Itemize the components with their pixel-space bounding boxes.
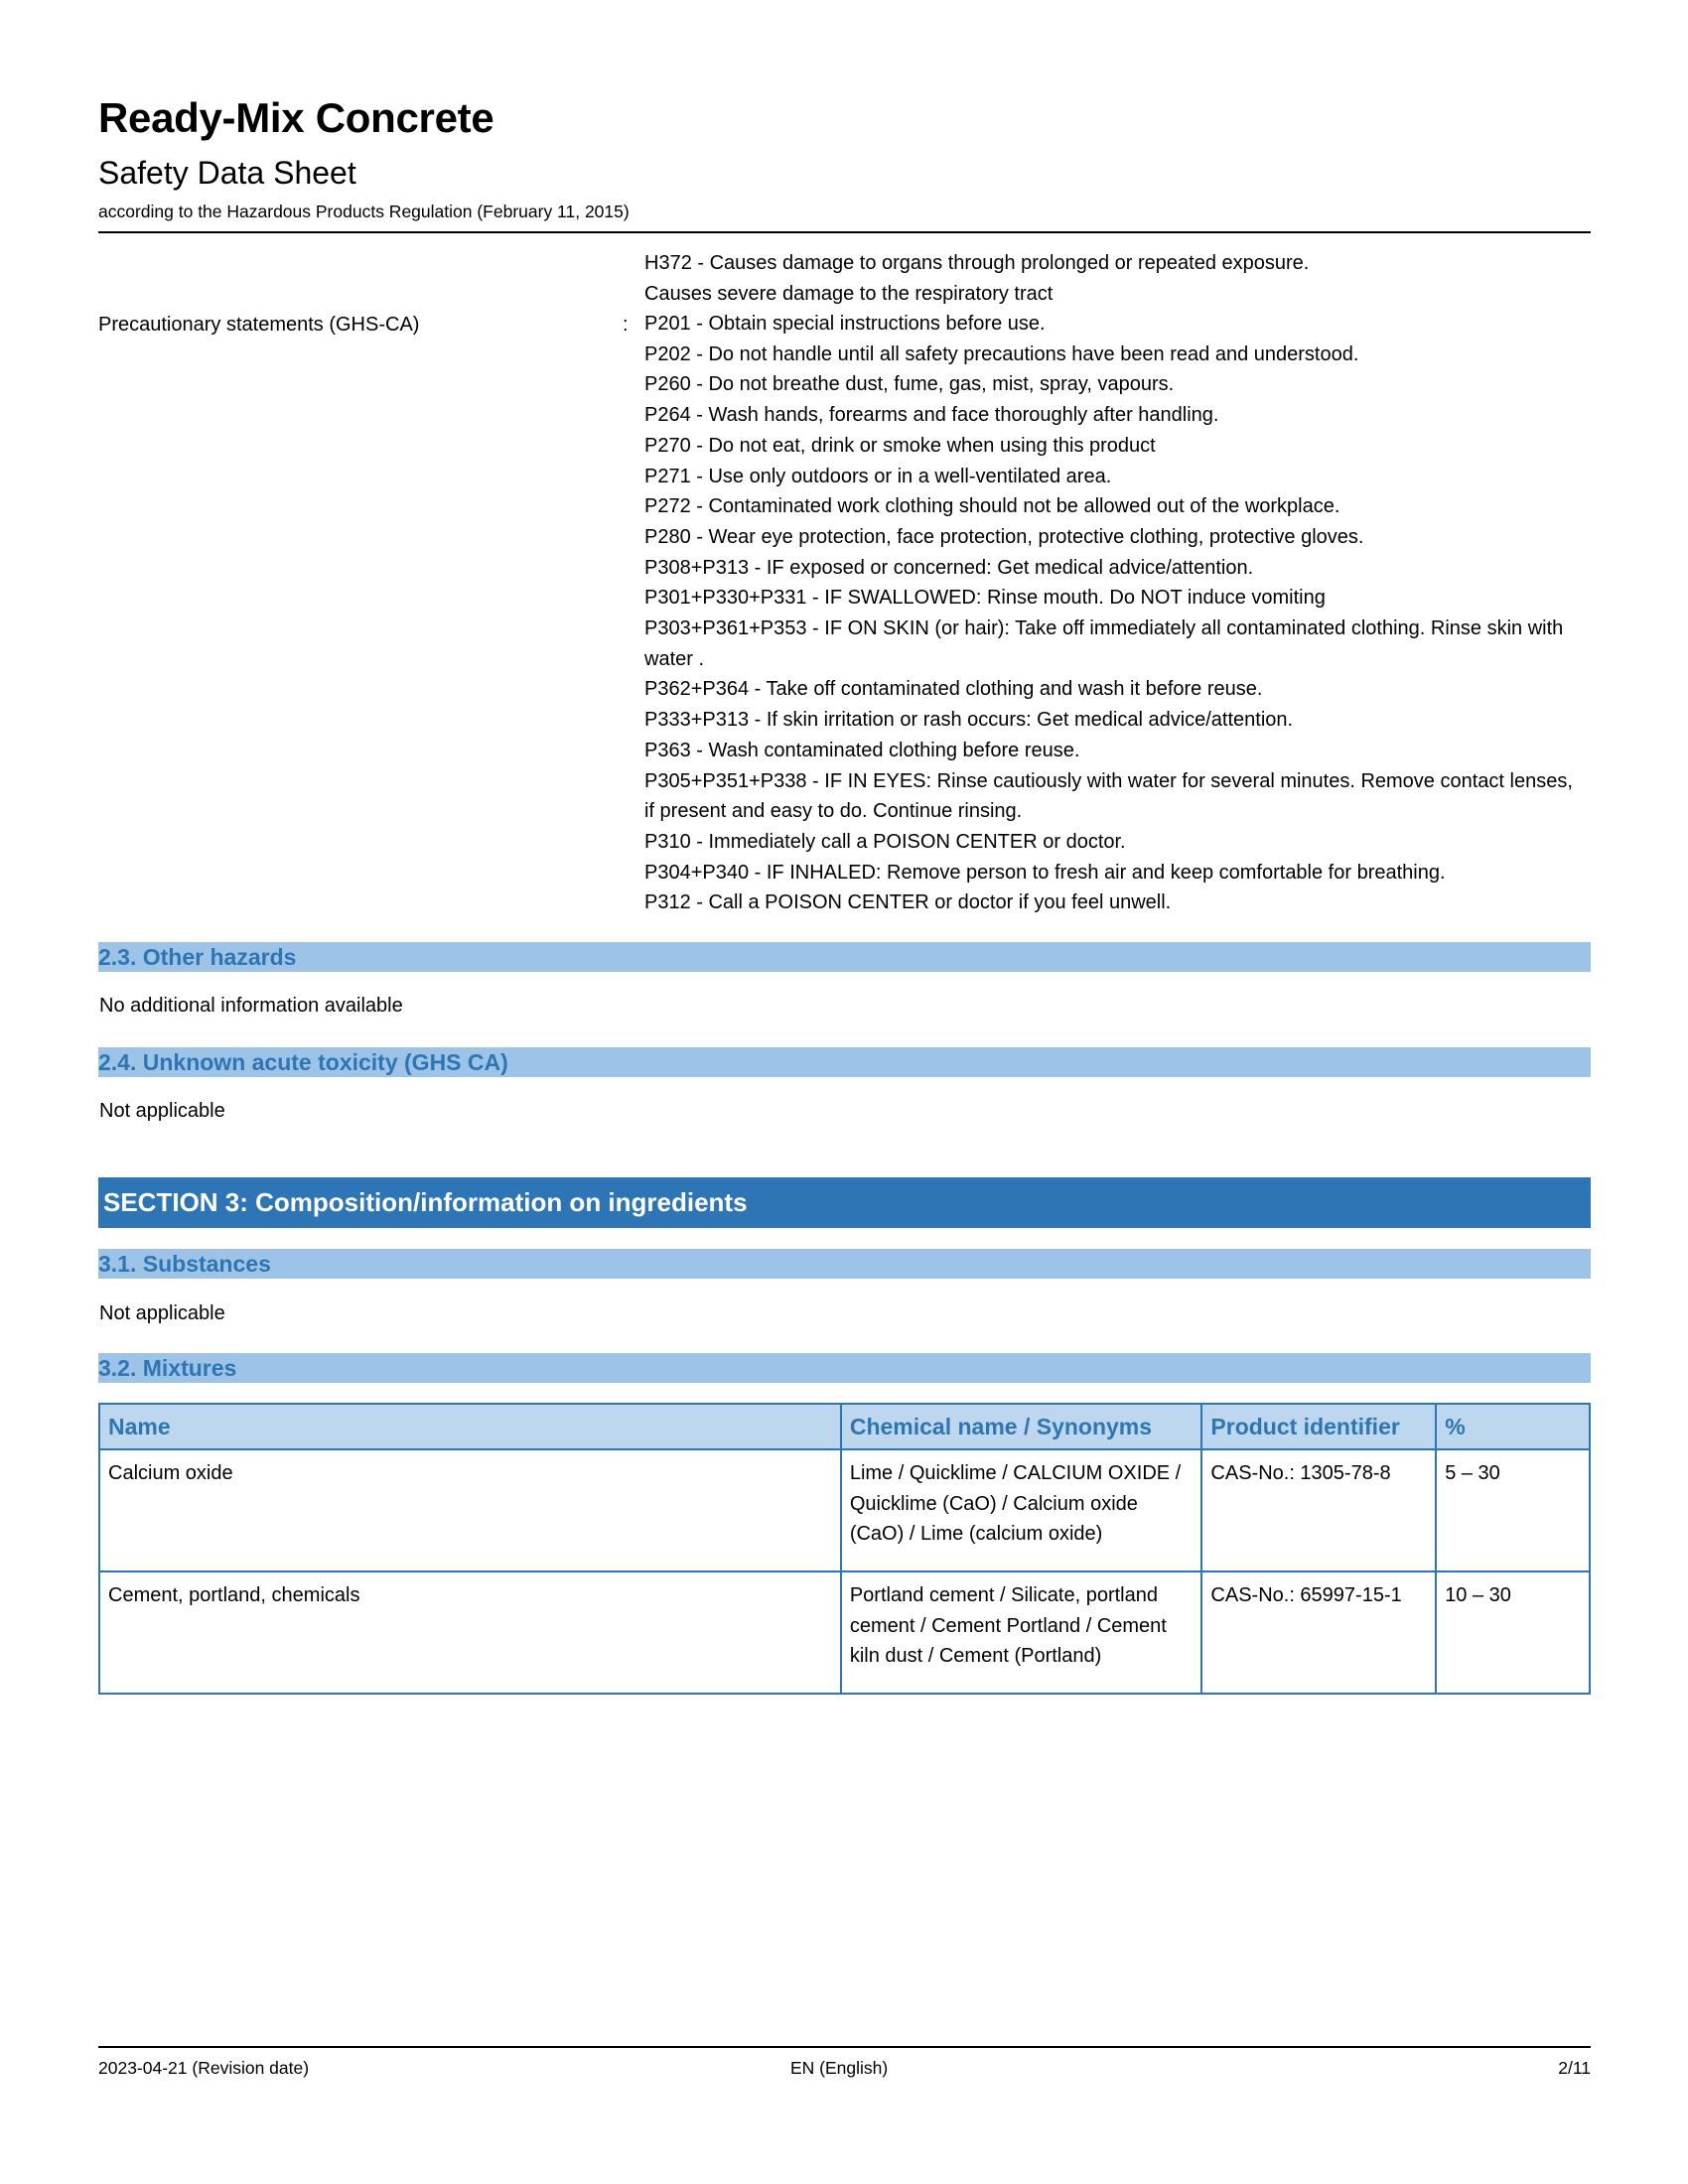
subsection-mixtures: 3.2. Mixtures [98, 1353, 1591, 1383]
precautionary-statement: P333+P313 - If skin irritation or rash occurs: Get medical advice/attention. [644, 709, 1294, 732]
precautionary-statement: P264 - Wash hands, forearms and face thoroughly after handling. [644, 404, 1219, 427]
cell-synonyms: Lime / Quicklime / CALCIUM OXIDE / Quicklime (CaO) / Calcium oxide (CaO) / Lime (calcium oxide) [841, 1449, 1202, 1571]
column-header: Chemical name / Synonyms [841, 1404, 1202, 1449]
document-title: Ready-Mix Concrete [98, 94, 494, 141]
footer-page-number: 2/11 [1558, 2058, 1591, 2078]
cell-percent: 10 – 30 [1436, 1571, 1590, 1694]
precautionary-colon: : [623, 314, 629, 336]
precautionary-statement: P272 - Contaminated work clothing should not be allowed out of the workplace. [644, 495, 1340, 518]
subsection-other-hazards: 2.3. Other hazards [98, 942, 1591, 972]
other-hazards-text: No additional information available [99, 995, 403, 1017]
cell-identifier: CAS-No.: 65997-15-1 [1201, 1571, 1436, 1694]
column-header: % [1436, 1404, 1590, 1449]
precautionary-statement: P303+P361+P353 - IF ON SKIN (or hair): Take off immediately all contaminated clothing. Rinse skin with water . [644, 617, 1564, 670]
cell-synonyms: Portland cement / Silicate, portland cement / Cement Portland / Cement kiln dust / Cement (Portland) [841, 1571, 1202, 1694]
footer-revision-date: 2023-04-21 (Revision date) [98, 2058, 310, 2078]
precautionary-statement: P202 - Do not handle until all safety precautions have been read and understood. [644, 342, 1359, 365]
precautionary-statement: P308+P313 - IF exposed or concerned: Get medical advice/attention. [644, 556, 1254, 579]
cell-identifier: CAS-No.: 1305-78-8 [1201, 1449, 1436, 1571]
table-row [99, 1449, 1590, 1571]
precautionary-label: Precautionary statements (GHS-CA) [98, 314, 420, 336]
cell-name: Cement, portland, chemicals [99, 1571, 841, 1694]
precautionary-statement: P362+P364 - Take off contaminated clothing and wash it before reuse. [644, 678, 1263, 701]
footer-divider [98, 2046, 1591, 2048]
substances-text: Not applicable [99, 1302, 225, 1324]
column-header: Product identifier [1201, 1404, 1436, 1449]
precautionary-statement: P310 - Immediately call a POISON CENTER or doctor. [644, 830, 1126, 853]
precautionary-statement: P201 - Obtain special instructions before use. [644, 313, 1046, 335]
subsection-unknown-toxicity: 2.4. Unknown acute toxicity (GHS CA) [98, 1047, 1591, 1077]
precautionary-statement: P271 - Use only outdoors or in a well-ventilated area. [644, 465, 1112, 487]
hazard-continuation [644, 248, 1588, 309]
precautionary-statement: P260 - Do not breathe dust, fume, gas, mist, spray, vapours. [644, 373, 1175, 396]
hazard-line: H372 - Causes damage to organs through prolonged or repeated exposure. [644, 252, 1310, 274]
precautionary-statement: P305+P351+P338 - IF IN EYES: Rinse cautiously with water for several minutes. Remove contact lenses, if present and easy to do. Continue rinsing. [644, 769, 1573, 823]
subsection-substances: 3.1. Substances [98, 1249, 1591, 1279]
table-header-row [99, 1404, 1590, 1449]
precautionary-statement: P270 - Do not eat, drink or smoke when using this product [644, 434, 1156, 457]
precautionary-statement: P363 - Wash contaminated clothing before reuse. [644, 739, 1080, 761]
document-subtitle: Safety Data Sheet [98, 155, 356, 191]
cell-name: Calcium oxide [99, 1449, 841, 1571]
precautionary-statements [644, 309, 1588, 918]
mixtures-table [98, 1403, 1591, 1695]
table-row [99, 1571, 1590, 1694]
precautionary-statement: P304+P340 - IF INHALED: Remove person to fresh air and keep comfortable for breathing. [644, 861, 1446, 884]
regulation-note: according to the Hazardous Products Regulation (February 11, 2015) [98, 202, 630, 221]
precautionary-statement: P301+P330+P331 - IF SWALLOWED: Rinse mouth. Do NOT induce vomiting [644, 587, 1326, 610]
precautionary-statement: P280 - Wear eye protection, face protection, protective clothing, protective gloves. [644, 525, 1364, 548]
section-3-heading: SECTION 3: Composition/information on ingredients [98, 1177, 1591, 1228]
hazard-line: Causes severe damage to the respiratory tract [644, 282, 1054, 305]
column-header: Name [99, 1404, 841, 1449]
cell-percent: 5 – 30 [1436, 1449, 1590, 1571]
unknown-toxicity-text: Not applicable [99, 1100, 225, 1122]
precautionary-statement: P312 - Call a POISON CENTER or doctor if you feel unwell. [644, 891, 1172, 914]
header-divider [98, 231, 1591, 233]
footer-language: EN (English) [790, 2058, 889, 2078]
